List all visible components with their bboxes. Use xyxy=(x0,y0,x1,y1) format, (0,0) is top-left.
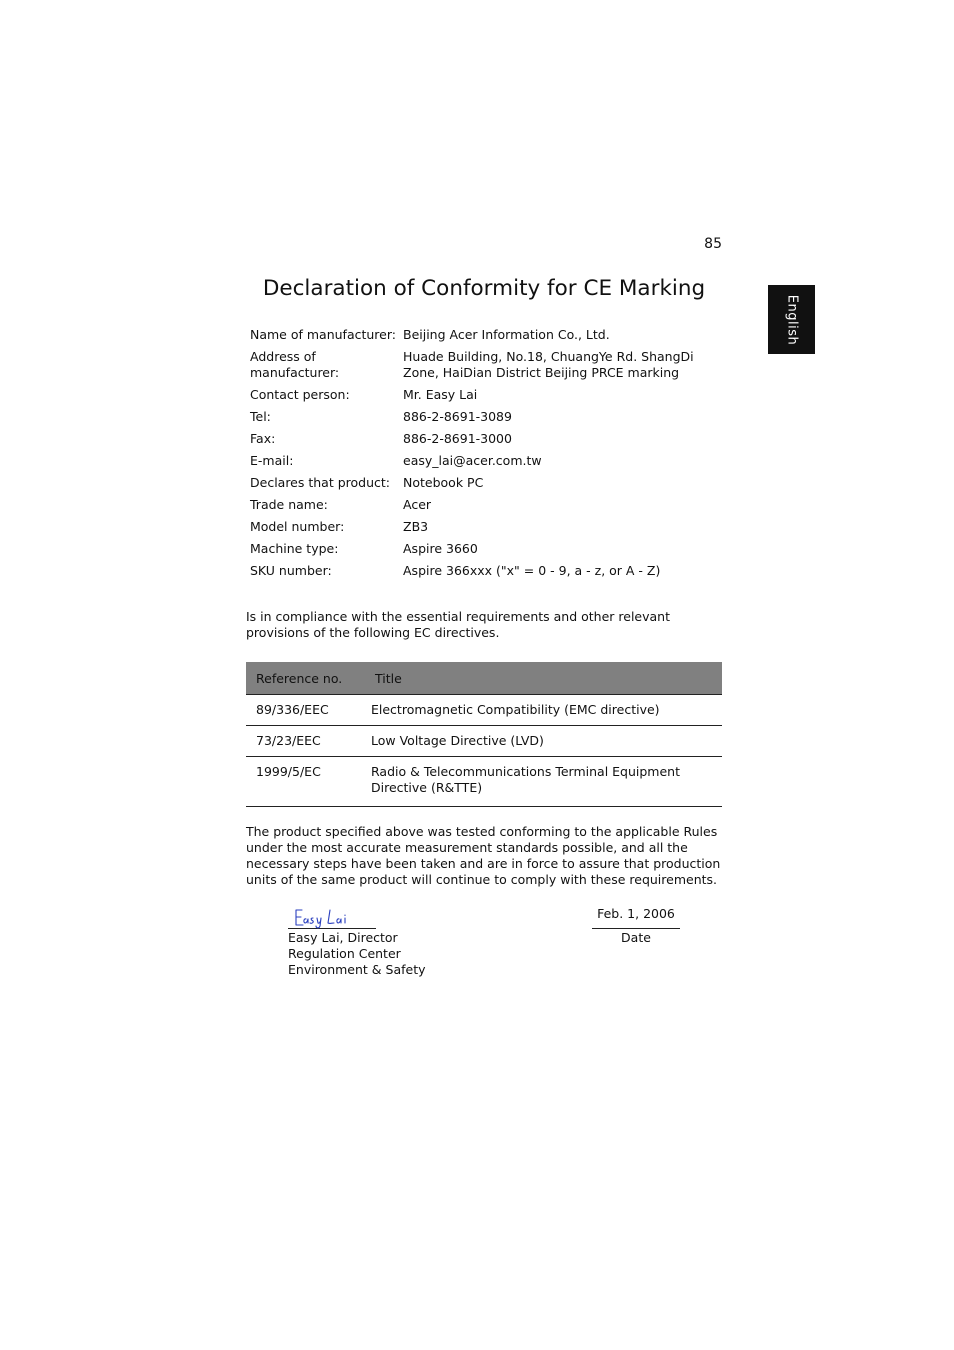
info-label: Declares that product: xyxy=(250,475,391,490)
info-row xyxy=(250,519,730,535)
reference-cell: 73/23/EEC xyxy=(246,726,361,757)
title-cell: Electromagnetic Compatibility (EMC directive) xyxy=(361,695,722,726)
directives-table xyxy=(246,662,722,807)
date-block xyxy=(592,906,680,946)
reference-cell: 89/336/EEC xyxy=(246,695,361,726)
table-row xyxy=(246,757,722,807)
page-title: Declaration of Conformity for CE Marking xyxy=(262,276,706,301)
date-value: Feb. 1, 2006 xyxy=(592,906,680,929)
title-cell: Radio & Telecommunications Terminal Equipment Directive (R&TTE) xyxy=(361,757,722,807)
column-header-reference: Reference no. xyxy=(246,662,361,695)
info-label: Contact person: xyxy=(250,387,350,402)
info-value: 886-2-8691-3089 xyxy=(403,409,512,424)
info-value: Notebook PC xyxy=(403,475,484,490)
language-tab-label: English xyxy=(784,294,799,345)
table-row xyxy=(246,726,722,757)
info-value: easy_lai@acer.com.tw xyxy=(403,453,542,468)
info-value: 886-2-8691-3000 xyxy=(403,431,512,446)
compliance-paragraph: Is in compliance with the essential requirements and other relevant provisions of the following EC directives. xyxy=(246,609,671,640)
info-row xyxy=(250,541,730,557)
info-row xyxy=(250,563,730,579)
info-label: Address of manufacturer: xyxy=(250,349,340,380)
info-row xyxy=(250,387,730,403)
info-label: Model number: xyxy=(250,519,345,534)
table-header-row xyxy=(246,662,722,695)
table-row xyxy=(246,695,722,726)
info-row xyxy=(250,453,730,469)
info-row xyxy=(250,497,730,513)
signer-department: Regulation Center xyxy=(288,946,401,961)
info-value: Acer xyxy=(403,497,432,512)
reference-cell: 1999/5/EC xyxy=(246,757,361,807)
info-label: Machine type: xyxy=(250,541,339,556)
info-row xyxy=(250,327,730,343)
info-row xyxy=(250,349,730,381)
signature-icon xyxy=(292,907,352,929)
info-value: ZB3 xyxy=(403,519,429,534)
info-row xyxy=(250,475,730,491)
info-value: Mr. Easy Lai xyxy=(403,387,478,402)
info-value: Aspire 3660 xyxy=(403,541,478,556)
signer-division: Environment & Safety xyxy=(288,962,426,977)
column-header-title: Title xyxy=(361,662,722,695)
title-cell: Low Voltage Directive (LVD) xyxy=(361,726,722,757)
info-label: Tel: xyxy=(250,409,271,424)
testing-paragraph: The product specified above was tested conforming to the applicable Rules under the most accurate measurement standards possible, and all the necessary steps have been taken and are in force to assure that production units of the same product will continue to comply with these requirements. xyxy=(246,824,721,887)
info-row xyxy=(250,431,730,447)
info-row xyxy=(250,409,730,425)
signature-block xyxy=(288,905,426,978)
info-label: E-mail: xyxy=(250,453,294,468)
info-label: SKU number: xyxy=(250,563,332,578)
manufacturer-info xyxy=(250,327,730,585)
date-label: Date xyxy=(621,930,651,945)
language-tab xyxy=(768,285,815,354)
info-value: Aspire 366xxx ("x" = 0 - 9, a - z, or A - Z) xyxy=(403,563,661,578)
info-value: Beijing Acer Information Co., Ltd. xyxy=(403,327,610,342)
info-label: Fax: xyxy=(250,431,276,446)
handwritten-signature xyxy=(288,905,376,929)
page-number: 85 xyxy=(704,236,722,252)
info-label: Trade name: xyxy=(250,497,328,512)
signer-name-title: Easy Lai, Director xyxy=(288,930,398,945)
info-value: Huade Building, No.18, ChuangYe Rd. ShangDi Zone, HaiDian District Beijing PRCE marking xyxy=(403,349,694,380)
info-label: Name of manufacturer: xyxy=(250,327,396,342)
